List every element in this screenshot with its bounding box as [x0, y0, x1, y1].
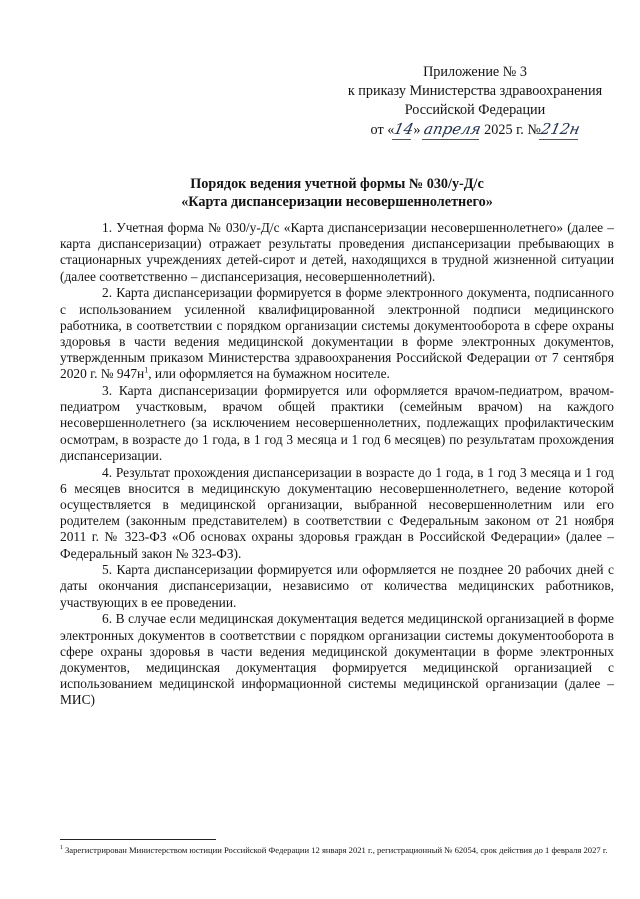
- order-reference: к приказу Министерства здравоохранения: [347, 83, 603, 99]
- paragraph-4: 4. Результат прохождения диспансеризации в возрасте до 1 года, в 1 год 3 месяца и 1 год 6 месяцев вносится в медицинскую документацию несовершеннолетнего, ведение которой осуществляется в медицинской организации, выбранной несовершеннолетним или его родителем (законным представителем) в соответствии с Федеральным законом от 21 ноября 2011 г. № 323-ФЗ «Об основах охраны здоровья граждан в Российской Федерации» (далее – Федеральный закон № 323-ФЗ).: [60, 464, 614, 561]
- footnote-reference: 1: [144, 365, 149, 375]
- footnote-divider: [60, 839, 216, 840]
- handwritten-day: 14: [392, 120, 416, 138]
- footnote: [60, 845, 614, 856]
- paragraph-5: 5. Карта диспансеризации формируется или оформляется не позднее 20 рабочих дней с даты окончания диспансеризации, независимо от количества медицинских работников, участвующих в ее проведении.: [60, 562, 614, 610]
- footnote-text: Зарегистрирован Министерством юстиции Российской Федерации 12 января 2021 г., регистрационный № 62054, срок действия до 1 февраля 2027 г.: [65, 845, 608, 855]
- footnote-mark: 1: [60, 845, 63, 852]
- paragraph-2-text: 2. Карта диспансеризации формируется в форме электронного документа, подписанного с использованием усиленной квалифицированной электронной подписи медицинского работника, в соответствии с порядком организации системы документооборота в сфере охраны здоровья в части ведения медицинской документации в форме электронных документов, утвержденным приказом Министерства здравоохранения Российской Федерации от 7 сентября 2020 г. № 947н: [60, 285, 614, 382]
- paragraph-2-end: , или оформляется на бумажном носителе.: [148, 366, 390, 382]
- paragraph-2: [60, 285, 614, 382]
- date-mid: »: [413, 122, 421, 138]
- handwritten-month: апреля: [422, 120, 483, 138]
- appendix-number: Приложение № 3: [423, 64, 527, 80]
- paragraph-3: 3. Карта диспансеризации формируется или оформляется врачом-педиатром, врачом-педиатром участковым, врачом общей практики (семейным врачом) на каждого несовершеннолетнего (за исключением несовершеннолетних, подлежащих профилактическим осмотрам, в возрасте до 1 года, в 1 год 3 месяца и 1 год 6 месяцев) по результатам прохождения диспансеризации.: [60, 383, 614, 463]
- handwritten-order-number: 212н: [539, 120, 582, 138]
- date-year: 2025 г. №: [480, 122, 541, 138]
- title-line-2: «Карта диспансеризации несовершеннолетнего»: [181, 194, 493, 210]
- date-prefix: от «: [370, 122, 395, 138]
- ministry-country: Российской Федерации: [404, 102, 546, 118]
- paragraph-6: 6. В случае если медицинская документация ведется медицинской организацией в форме электронных документов в соответствии с порядком организации системы документооборота в сфере охраны здоровья в части ведения медицинской документации в форме электронных документов, медицинская документация формируется медицинской организацией с использованием медицинской информационной системы медицинской организации (далее – МИС): [60, 611, 614, 708]
- document-title: [60, 175, 614, 211]
- appendix-header: [332, 63, 618, 140]
- title-line-1: Порядок ведения учетной формы № 030/у-Д/с: [190, 176, 484, 192]
- paragraph-1: 1. Учетная форма № 030/у-Д/с «Карта диспансеризации несовершеннолетнего» (далее – карта диспансеризации) отражает результаты проведения диспансеризации пребывающих в стационарных учреждениях детей-сирот и детей, находящихся в трудной жизненной ситуации (далее соответственно – диспансеризация, несовершеннолетний).: [60, 220, 614, 284]
- document-body: [60, 220, 614, 709]
- order-date-line: [332, 120, 618, 140]
